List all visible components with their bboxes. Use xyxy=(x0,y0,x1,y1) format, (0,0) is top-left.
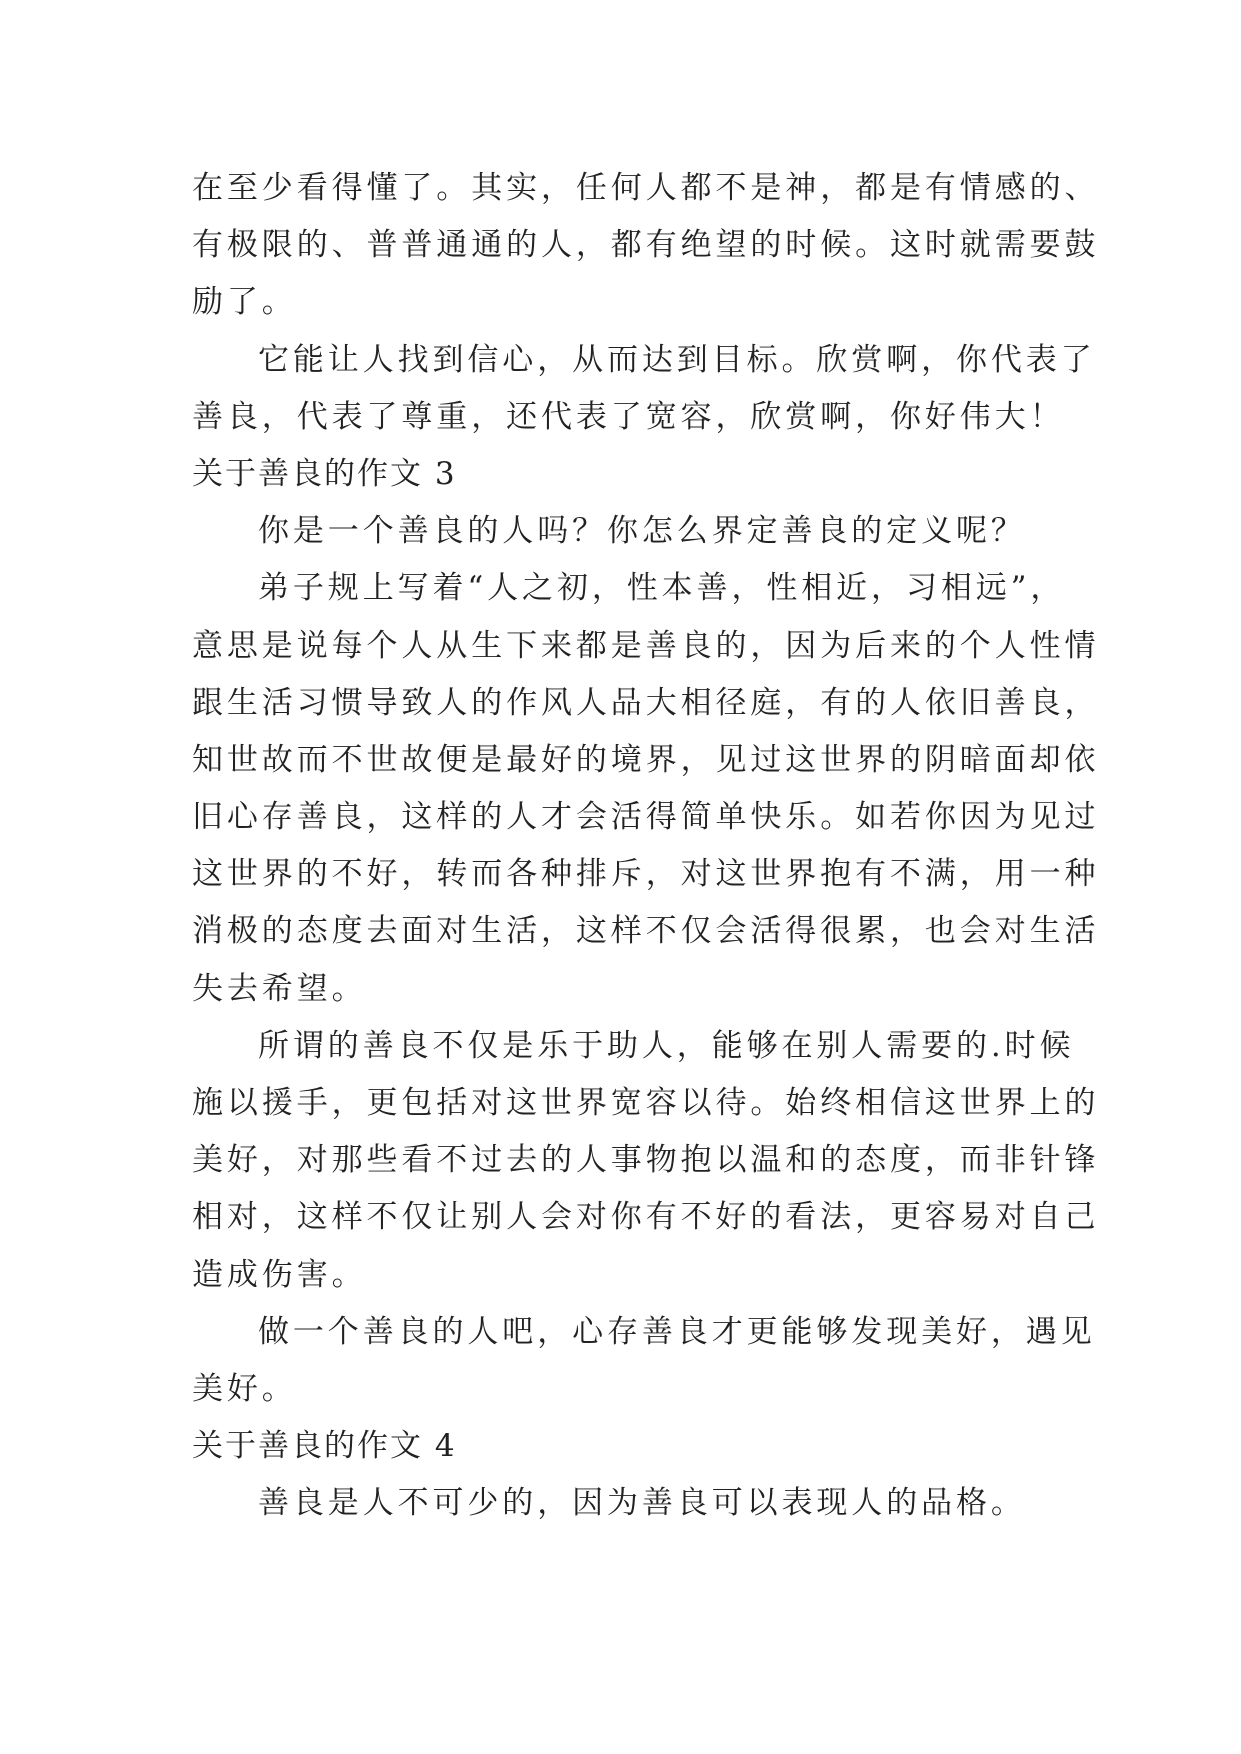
paragraph-first-line: 善良是人不可少的，因为善良可以表现人的品格。 xyxy=(258,1485,1026,1522)
paragraph-first-line: 所谓的善良不仅是乐于助人，能够在别人需要的.时候 xyxy=(258,1027,1075,1064)
section-heading: 关于善良的作文 4 xyxy=(192,1428,457,1465)
paragraph-first-line: 做一个善良的人吧，心存善良才更能够发现美好，遇见 xyxy=(258,1313,1096,1350)
document-body xyxy=(192,160,1100,1533)
text-line: 美好，对那些看不过去的人事物抱以温和的态度，而非针锋 xyxy=(192,1142,1100,1179)
text-line: 有极限的、普普通通的人，都有绝望的时候。这时就需要鼓 xyxy=(192,227,1100,264)
text-line: 在至少看得懂了。其实，任何人都不是神，都是有情感的、 xyxy=(192,170,1100,206)
text-line: 意思是说每个人从生下来都是善良的，因为后来的个人性情 xyxy=(192,627,1100,664)
text-line: 旧心存善良，这样的人才会活得简单快乐。如若你因为见过 xyxy=(192,799,1100,836)
section-heading: 关于善良的作文 3 xyxy=(192,455,457,492)
text-line: 消极的态度去面对生活，这样不仅会活得很累，也会对生活 xyxy=(192,913,1100,950)
paragraph-first-line: 它能让人找到信心，从而达到目标。欣赏啊，你代表了 xyxy=(258,341,1096,378)
text-line: 造成伤害。 xyxy=(192,1256,367,1293)
text-line: 善良，代表了尊重，还代表了宽容，欣赏啊，你好伟大！ xyxy=(192,398,1065,435)
text-line: 美好。 xyxy=(192,1370,297,1407)
text-line: 励了。 xyxy=(192,284,297,321)
text-line: 相对，这样不仅让别人会对你有不好的看法，更容易对自己 xyxy=(192,1199,1100,1236)
paragraph-first-line: 你是一个善良的人吗？你怎么界定善良的定义呢？ xyxy=(258,513,1026,550)
text-line: 知世故而不世故便是最好的境界，见过这世界的阴暗面却依 xyxy=(192,741,1100,778)
paragraph-first-line: 弟子规上写着“人之初，性本善，性相近，习相远”， xyxy=(258,570,1066,607)
text-line: 失去希望。 xyxy=(192,970,367,1007)
text-line: 这世界的不好，转而各种排斥，对这世界抱有不满，用一种 xyxy=(192,856,1100,893)
text-line: 跟生活习惯导致人的作风人品大相径庭，有的人依旧善良， xyxy=(192,684,1100,721)
text-line: 施以援手，更包括对这世界宽容以待。始终相信这世界上的 xyxy=(192,1085,1100,1121)
